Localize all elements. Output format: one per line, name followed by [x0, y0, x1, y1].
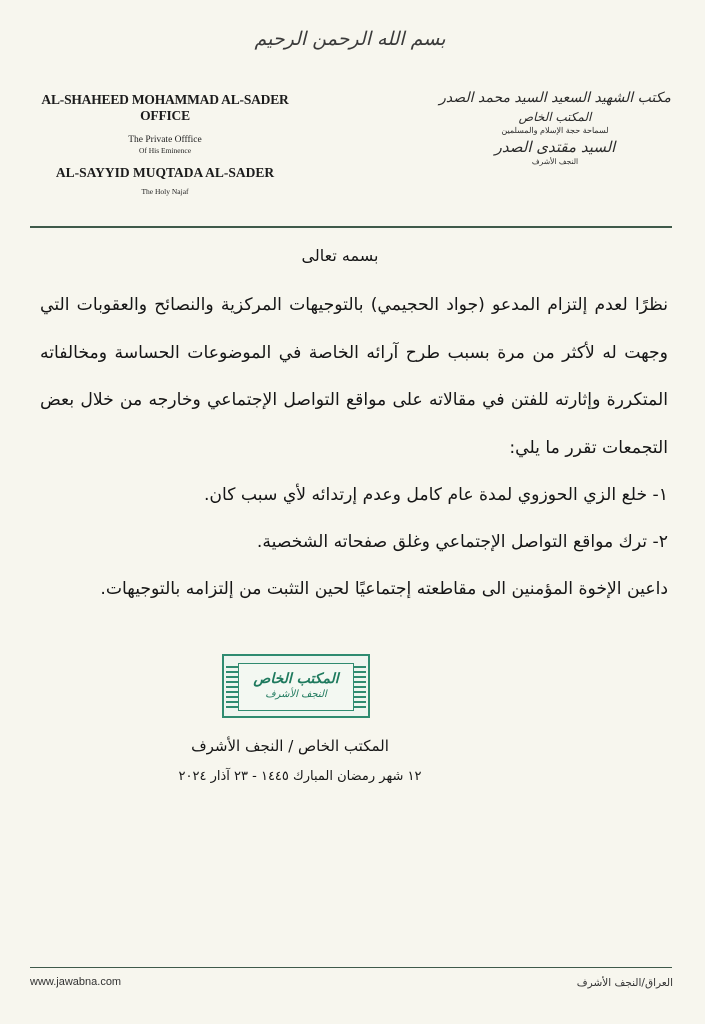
ar-sayyid-name: السيد مقتدى الصدر — [494, 138, 616, 156]
sayyid-name: AL-SAYYID MUQTADA AL-SADER — [55, 165, 275, 180]
footer-address: العراق/النجف الأشرف — [576, 977, 673, 989]
document-date: ١٢ شهر رمضان المبارك ١٤٤٥ - ٢٣ آذار ٢٠٢٤ — [178, 769, 422, 784]
main-paragraph: نظرًا لعدم إلتزام المدعو (جواد الحجيمي) بالتوجيهات المركزية والنصائح والعقوبات التي وجهت له لأكثر من مرة بسبب طرح آرائه الخاصة في الموضوعات الحساسة ومخالفاته المتكررة وإثارته للفتن في مقالاته على مواقع التواصل الإجتماعي وخارجه من خلال بعض التجمعات تقرر ما يلي: — [40, 295, 668, 458]
header-divider — [30, 226, 672, 228]
letterhead-english — [40, 92, 290, 197]
ar-office-title: مكتب الشهيد السعيد السيد محمد الصدر — [439, 90, 671, 106]
bismihi-heading: بسمه تعالى — [301, 246, 379, 265]
ar-location: النجف الأشرف — [531, 157, 579, 166]
footer-website: www.jawabna.com — [30, 976, 122, 988]
basmala-calligraphy: بسم الله الرحمن الرحيم — [254, 28, 446, 50]
office-title: AL-SHAHEED MOHAMMAD AL-SADER OFFICE — [41, 92, 289, 123]
private-office-label: The Private Offfice — [128, 135, 202, 145]
stamp-ornament-right — [354, 664, 366, 708]
footer-divider — [30, 967, 672, 968]
ar-private-office: المكتب الخاص — [518, 110, 592, 124]
stamp-frame — [238, 663, 354, 711]
eminence-label: Of His Eminence — [138, 146, 192, 155]
decision-item-1: ١- خلع الزي الحوزوي لمدة عام كامل وعدم إرتدائه لأي سبب كان. — [203, 485, 668, 505]
stamp-line-2: النجف الأشرف — [265, 689, 327, 700]
stamp-line-1: المكتب الخاص — [253, 671, 339, 687]
stamp-text — [239, 670, 353, 702]
location-label: The Holy Najaf — [141, 187, 189, 196]
letterhead-arabic — [430, 90, 680, 166]
office-stamp — [222, 654, 370, 718]
closing-line: داعين الإخوة المؤمنين الى مقاطعته إجتماعيًا لحين التثبت من إلتزامه بالتوجيهات. — [100, 579, 668, 599]
ar-eminence: لسماحة حجة الإسلام والمسلمين — [501, 126, 609, 135]
signoff: المكتب الخاص / النجف الأشرف — [191, 737, 389, 755]
stamp-ornament-left — [226, 664, 238, 708]
decision-item-2: ٢- ترك مواقع التواصل الإجتماعي وغلق صفحاته الشخصية. — [256, 532, 668, 552]
